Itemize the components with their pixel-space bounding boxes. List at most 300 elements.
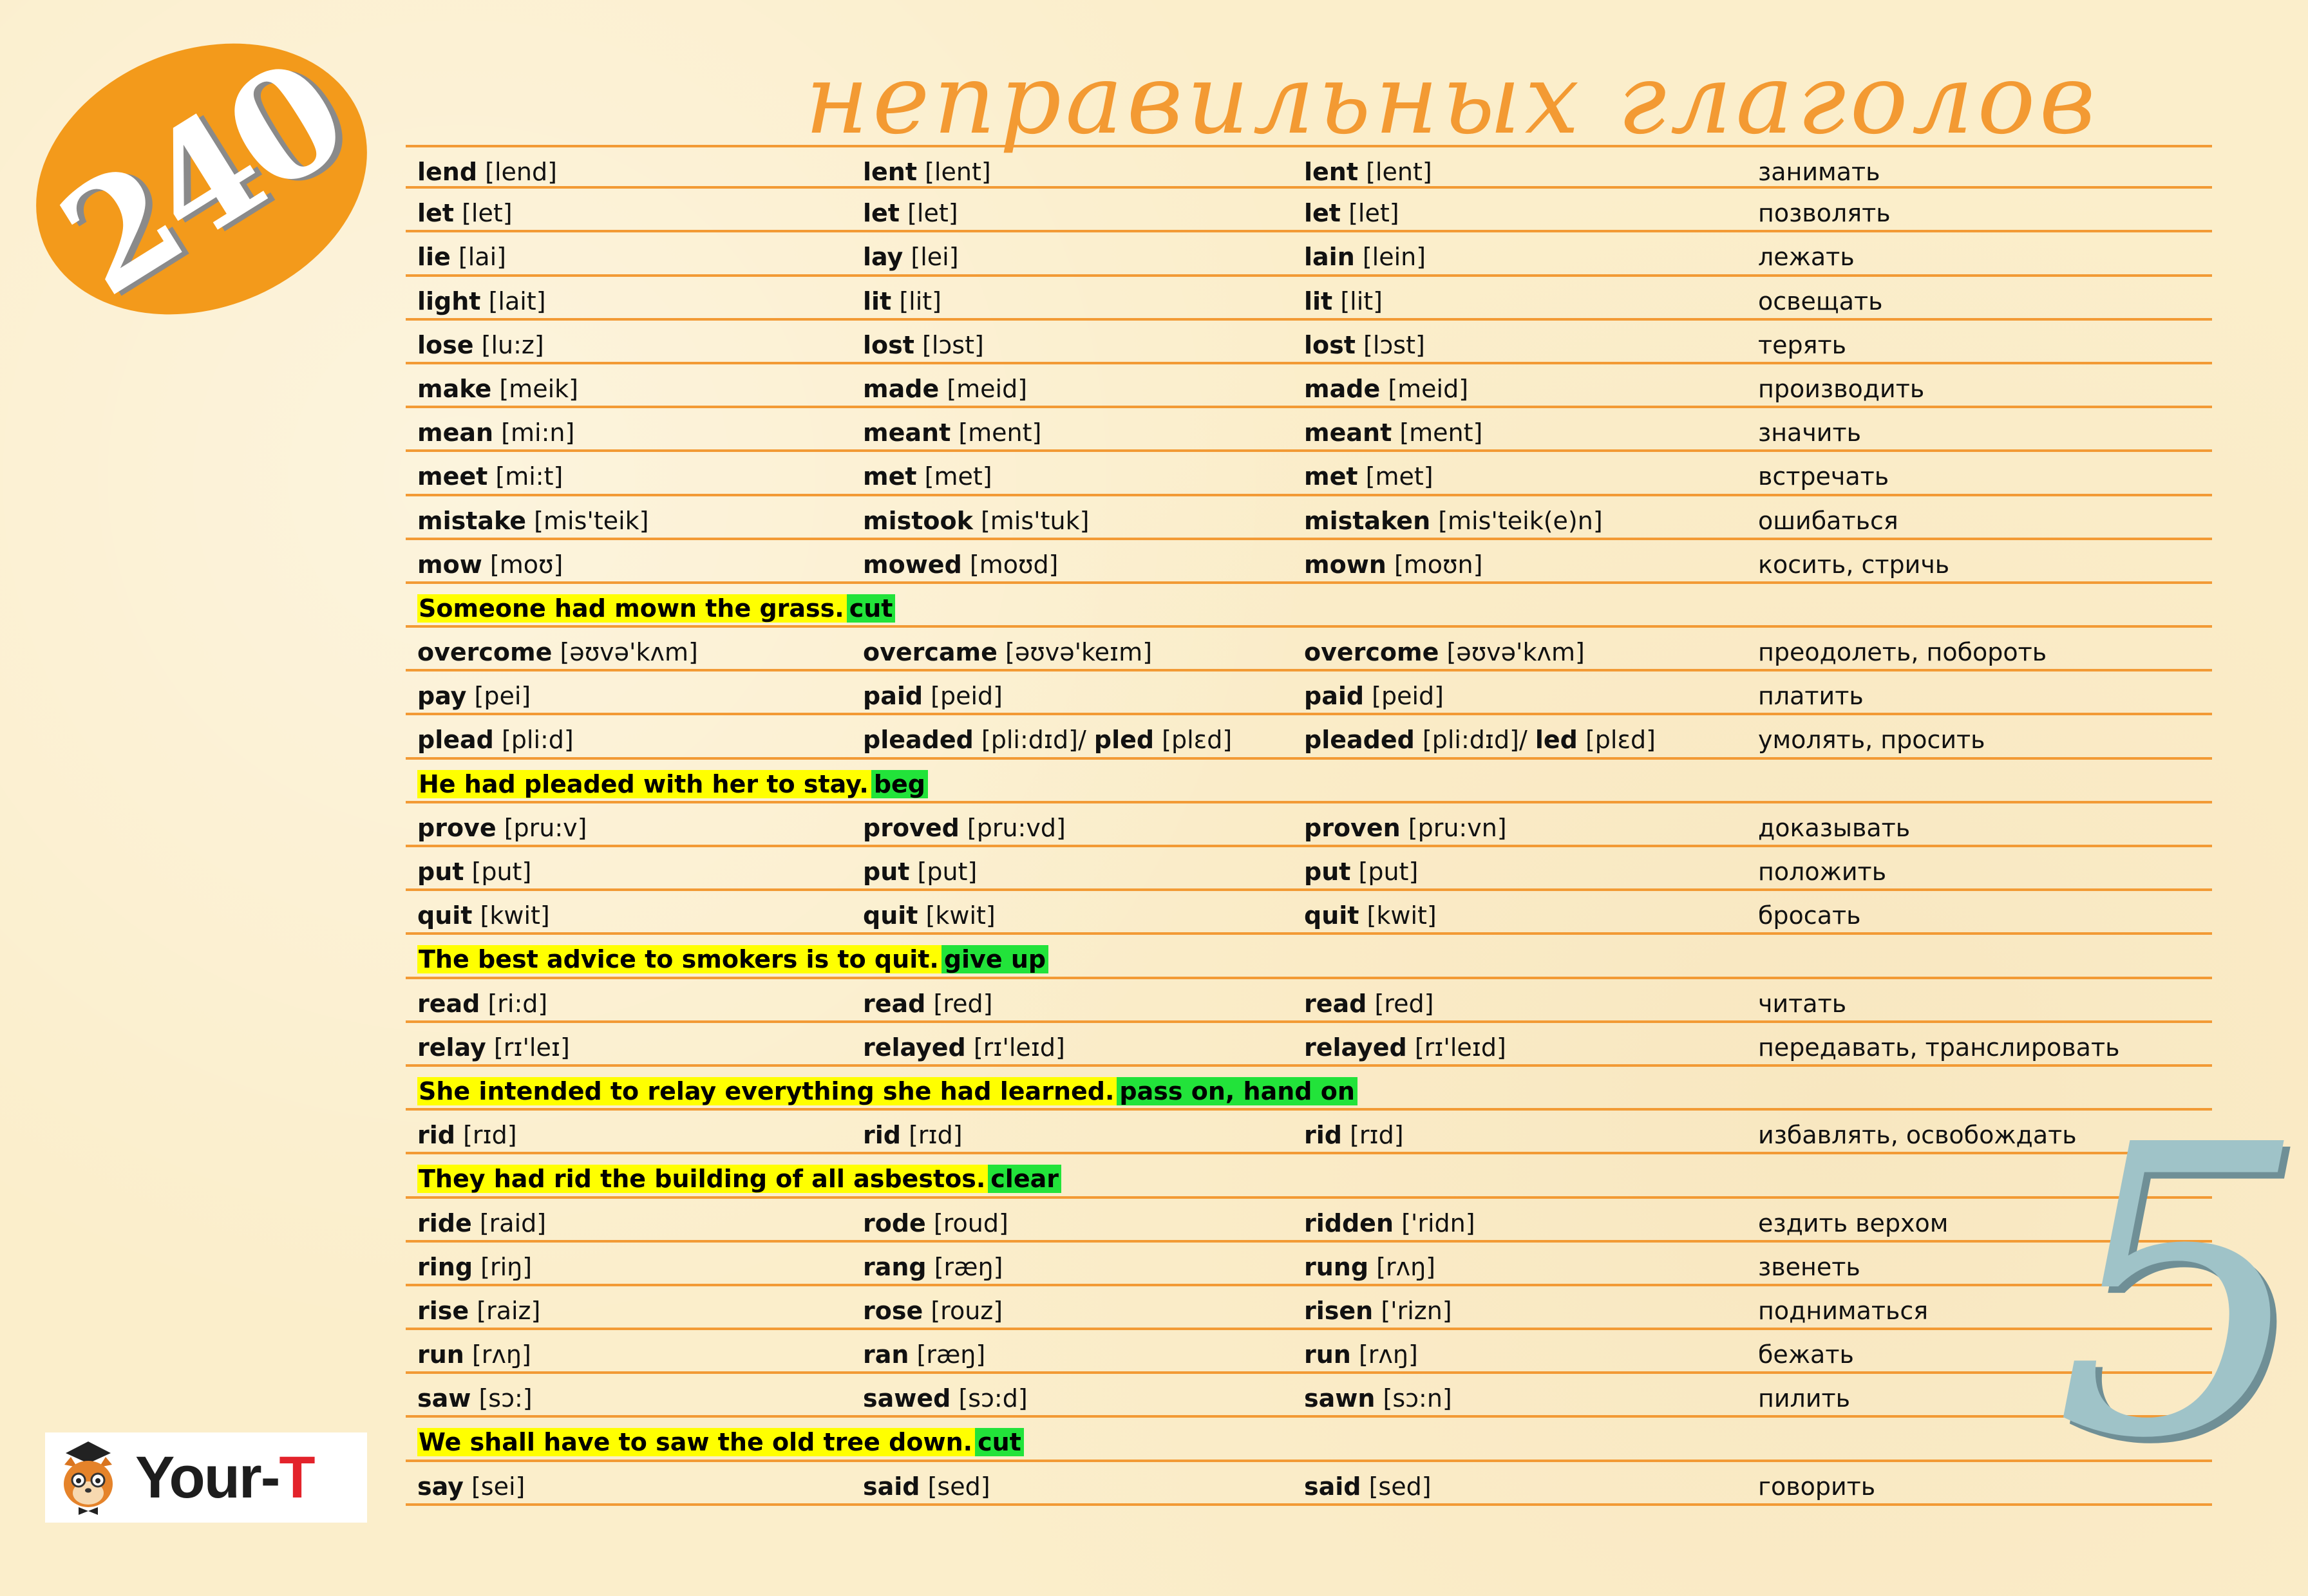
past-participle-transcription: [əʊvə'kʌm] <box>1446 638 1585 667</box>
base-form-transcription: [meik] <box>499 374 578 403</box>
translation: терять <box>1758 330 1847 359</box>
past-simple-word: said <box>863 1472 920 1501</box>
verb-row <box>406 803 2212 847</box>
base-form-transcription: [let] <box>462 199 513 228</box>
past-simple-word: put <box>863 858 910 886</box>
verb-row <box>406 1199 2212 1243</box>
example-row <box>406 760 2212 803</box>
base-form-word: light <box>417 286 481 315</box>
translation: значить <box>1758 418 1862 447</box>
base-form-word: mistake <box>417 506 527 535</box>
past-simple-word: lay <box>863 243 903 272</box>
past-simple <box>863 157 991 187</box>
past-simple-transcription: [lei] <box>911 243 959 272</box>
badge-number: 240 <box>32 28 371 330</box>
base-form <box>417 989 547 1019</box>
past-simple-word: rid <box>863 1121 901 1150</box>
page-number: 5 <box>2054 1062 2308 1526</box>
past-simple-word: read <box>863 989 926 1018</box>
example-sentence-group <box>417 942 1048 977</box>
past-participle-transcription: [let] <box>1348 199 1399 228</box>
base-form-transcription: [rɪ'leɪ] <box>493 1033 570 1062</box>
translation: читать <box>1758 989 1847 1018</box>
example-row <box>406 1067 2212 1111</box>
verb-row <box>406 715 2212 759</box>
past-simple <box>863 374 1027 404</box>
cat-mascot-icon <box>53 1439 124 1516</box>
past-participle <box>1304 1033 1506 1062</box>
base-form <box>417 857 531 887</box>
base-form-transcription: [kwit] <box>480 901 550 930</box>
verb-row <box>406 452 2212 496</box>
past-simple-word: met <box>863 462 917 491</box>
past-participle-transcription: [sɔ:n] <box>1383 1384 1452 1413</box>
base-form-transcription: [moʊ] <box>489 550 563 579</box>
past-participle-word: rid <box>1304 1121 1342 1150</box>
past-simple-word: lost <box>863 330 914 359</box>
translation: говорить <box>1758 1472 1876 1501</box>
past-participle-word: rung <box>1304 1252 1369 1281</box>
base-form-word: quit <box>417 901 473 930</box>
past-simple-word: mistook <box>863 506 973 535</box>
base-form <box>417 198 513 228</box>
past-participle-word: pleaded <box>1304 726 1415 755</box>
base-form <box>417 157 557 187</box>
base-form <box>417 813 587 843</box>
past-participle-word: let <box>1304 199 1341 228</box>
translation: производить <box>1758 374 1925 403</box>
verb-row <box>406 628 2212 671</box>
example-sentence-group <box>417 1425 1024 1460</box>
past-simple-transcription: [pru:vd] <box>967 813 1066 842</box>
past-simple <box>863 550 1058 579</box>
example-sentence-group <box>417 591 895 626</box>
base-form-word: make <box>417 374 492 403</box>
past-participle-transcription: [lit] <box>1340 286 1383 315</box>
example-row <box>406 935 2212 979</box>
past-participle-transcription: [rɪd] <box>1350 1121 1404 1150</box>
past-participle-transcription: [met] <box>1365 462 1433 491</box>
past-simple-word: proved <box>863 813 960 842</box>
past-simple-word: sawed <box>863 1384 951 1413</box>
past-participle-word: paid <box>1304 682 1365 711</box>
past-simple-transcription: [sɔ:d] <box>958 1384 1028 1413</box>
past-simple <box>863 1472 990 1501</box>
past-participle <box>1304 242 1426 272</box>
past-simple-transcription: [rouz] <box>931 1296 1003 1325</box>
base-form-word: run <box>417 1340 464 1369</box>
example-synonym: clear <box>988 1165 1061 1193</box>
past-participle-word: lent <box>1304 158 1359 186</box>
base-form <box>417 1033 570 1062</box>
base-form <box>417 1208 546 1238</box>
verb-row <box>406 1243 2212 1286</box>
past-participle <box>1304 681 1444 711</box>
base-form-word: lend <box>417 158 478 186</box>
past-simple-transcription: [meid] <box>947 374 1028 403</box>
example-row <box>406 1154 2212 1198</box>
base-form <box>417 1252 532 1282</box>
translation: бросать <box>1758 901 1861 930</box>
past-participle-word: mistaken <box>1304 506 1431 535</box>
verb-row <box>406 1462 2212 1506</box>
past-simple <box>863 637 1152 667</box>
base-form-word: lose <box>417 330 474 359</box>
past-participle <box>1304 157 1432 187</box>
base-form-word: saw <box>417 1384 471 1413</box>
translation: доказывать <box>1758 813 1911 842</box>
base-form-word: read <box>417 989 480 1018</box>
base-form-transcription: [ri:d] <box>487 989 548 1018</box>
logo <box>45 1432 367 1523</box>
past-participle <box>1304 989 1433 1019</box>
past-participle <box>1304 506 1603 536</box>
past-participle-word: read <box>1304 989 1367 1018</box>
past-participle-word: lit <box>1304 286 1333 315</box>
example-sentence: The best advice to smokers is to quit. <box>417 945 941 973</box>
verb-table <box>406 145 2212 1506</box>
base-form <box>417 374 578 404</box>
base-form-transcription: [pei] <box>474 682 531 711</box>
verb-row <box>406 1374 2212 1418</box>
past-participle <box>1304 857 1418 887</box>
base-form-word: meet <box>417 462 488 491</box>
translation: положить <box>1758 858 1887 886</box>
past-simple-transcription: [red] <box>933 989 993 1018</box>
translation: преодолеть, побороть <box>1758 638 2047 667</box>
base-form-transcription: [mis'teik] <box>534 506 649 535</box>
verb-row <box>406 1330 2212 1374</box>
past-participle-word: said <box>1304 1472 1361 1501</box>
past-simple-word: ran <box>863 1340 909 1369</box>
past-participle-transcription: [rɪ'leɪd] <box>1414 1033 1506 1062</box>
base-form-transcription: [sei] <box>471 1472 525 1501</box>
past-simple-transcription: [roud] <box>933 1208 1008 1237</box>
past-simple <box>863 242 959 272</box>
verb-row <box>406 979 2212 1023</box>
past-participle <box>1304 1472 1432 1501</box>
past-simple <box>863 1340 985 1369</box>
past-simple-transcription: [ræŋ] <box>916 1340 986 1369</box>
past-participle-word: meant <box>1304 418 1392 447</box>
past-simple-transcription: [lɔst] <box>922 330 984 359</box>
past-simple <box>863 1033 1065 1062</box>
past-simple-word: rose <box>863 1296 923 1325</box>
past-simple <box>863 1208 1008 1238</box>
translation: передавать, транслировать <box>1758 1033 2120 1062</box>
base-form-word: rise <box>417 1296 469 1325</box>
past-participle-word: put <box>1304 858 1351 886</box>
past-simple <box>863 681 1003 711</box>
past-participle <box>1304 1384 1452 1413</box>
base-form <box>417 1296 540 1326</box>
example-synonym: cut <box>975 1428 1024 1456</box>
translation: ошибаться <box>1758 506 1898 535</box>
past-participle-word: met <box>1304 462 1358 491</box>
past-simple <box>863 1296 1003 1326</box>
base-form-word: overcome <box>417 638 553 667</box>
past-simple-word: quit <box>863 901 918 930</box>
base-form <box>417 1384 533 1413</box>
base-form <box>417 725 574 755</box>
past-participle-alt-transcription: [plɛd] <box>1585 726 1656 755</box>
base-form-transcription: [lai] <box>458 243 506 272</box>
past-simple <box>863 989 992 1019</box>
base-form <box>417 418 574 447</box>
base-form-word: pay <box>417 682 467 711</box>
base-form-transcription: [lu:z] <box>481 330 544 359</box>
past-participle <box>1304 198 1399 228</box>
past-participle-transcription: [ment] <box>1399 418 1483 447</box>
verb-row <box>406 496 2212 540</box>
base-form-transcription: [riŋ] <box>480 1252 533 1281</box>
base-form-transcription: [pru:v] <box>504 813 587 842</box>
translation: звенеть <box>1758 1252 1860 1281</box>
past-participle <box>1304 813 1507 843</box>
past-participle-transcription: [red] <box>1374 989 1434 1018</box>
past-simple <box>863 1384 1028 1413</box>
past-participle <box>1304 901 1437 930</box>
past-simple-word: pleaded <box>863 726 974 755</box>
past-participle-transcription: [mis'teik(e)n] <box>1438 506 1603 535</box>
past-simple <box>863 1252 1003 1282</box>
base-form-transcription: [put] <box>471 858 532 886</box>
past-participle <box>1304 330 1425 360</box>
base-form-word: prove <box>417 813 497 842</box>
past-participle-transcription: [pli:dɪd]/ <box>1422 726 1528 755</box>
base-form-transcription: [rɪd] <box>463 1121 517 1150</box>
base-form-transcription: [lait] <box>488 286 546 315</box>
base-form <box>417 681 531 711</box>
example-synonym: cut <box>847 594 896 623</box>
base-form-transcription: [əʊvə'kʌm] <box>560 638 698 667</box>
past-simple-transcription: [lent] <box>925 158 991 186</box>
past-simple-transcription: [əʊvə'keɪm] <box>1005 638 1153 667</box>
example-sentence: They had rid the building of all asbestos. <box>417 1165 988 1193</box>
past-participle <box>1304 462 1433 491</box>
base-form <box>417 1340 531 1369</box>
example-sentence: He had pleaded with her to stay. <box>417 770 871 798</box>
verb-row <box>406 847 2212 891</box>
base-form-transcription: [lend] <box>485 158 557 186</box>
example-sentence-group <box>417 1074 1357 1109</box>
past-participle-transcription: [peid] <box>1372 682 1444 711</box>
base-form-transcription: [mi:n] <box>501 418 575 447</box>
past-participle <box>1304 286 1383 316</box>
past-participle-word: sawn <box>1304 1384 1376 1413</box>
past-participle-transcription: [lein] <box>1362 243 1426 272</box>
example-synonym: give up <box>941 945 1048 973</box>
past-simple <box>863 506 1089 536</box>
past-participle-transcription: [meid] <box>1388 374 1469 403</box>
verb-row <box>406 277 2212 321</box>
logo-text-main: Your- <box>135 1444 279 1510</box>
past-participle <box>1304 637 1585 667</box>
past-participle-word: ridden <box>1304 1208 1394 1237</box>
past-participle-transcription: [put] <box>1358 858 1419 886</box>
base-form <box>417 242 506 272</box>
translation: избавлять, освобождать <box>1758 1121 2077 1150</box>
past-participle-transcription: ['rizn] <box>1381 1296 1452 1325</box>
past-simple-transcription: [put] <box>917 858 978 886</box>
past-simple <box>863 418 1041 447</box>
example-sentence: She intended to relay everything she had learned. <box>417 1077 1117 1105</box>
past-simple-transcription: [met] <box>924 462 992 491</box>
past-participle-transcription: [rʌŋ] <box>1376 1252 1435 1281</box>
past-participle-word: run <box>1304 1340 1351 1369</box>
past-simple-transcription: [rɪ'leɪd] <box>973 1033 1065 1062</box>
past-simple <box>863 1120 963 1150</box>
past-simple-transcription: [mis'tuk] <box>980 506 1090 535</box>
past-participle <box>1304 1208 1475 1238</box>
past-simple-transcription: [kwit] <box>925 901 996 930</box>
past-simple-alt-transcription: [plɛd] <box>1162 726 1233 755</box>
base-form-transcription: [rʌŋ] <box>471 1340 531 1369</box>
past-simple-transcription: [moʊd] <box>969 550 1059 579</box>
verb-row <box>406 891 2212 935</box>
past-participle <box>1304 550 1482 579</box>
past-participle-word: lost <box>1304 330 1356 359</box>
translation: платить <box>1758 682 1864 711</box>
past-simple-word: paid <box>863 682 923 711</box>
verb-row <box>406 189 2212 232</box>
past-participle <box>1304 1120 1404 1150</box>
base-form <box>417 286 546 316</box>
base-form-transcription: [pli:d] <box>501 726 574 755</box>
verb-row <box>406 145 2212 189</box>
past-participle-word: made <box>1304 374 1381 403</box>
base-form-word: say <box>417 1472 464 1501</box>
verb-row <box>406 321 2212 364</box>
translation: умолять, просить <box>1758 726 1985 755</box>
past-simple-word: relayed <box>863 1033 966 1062</box>
logo-text-accent: T <box>279 1444 314 1510</box>
past-participle <box>1304 374 1468 404</box>
past-simple-word: lent <box>863 158 918 186</box>
translation: позволять <box>1758 199 1891 228</box>
past-participle-word: quit <box>1304 901 1359 930</box>
verb-row <box>406 364 2212 408</box>
past-simple <box>863 286 941 316</box>
page-title: неправильных глаголов <box>805 44 2099 156</box>
base-form-transcription: [raid] <box>479 1208 547 1237</box>
example-sentence-group <box>417 767 928 802</box>
base-form-word: let <box>417 199 454 228</box>
translation: освещать <box>1758 286 1883 315</box>
past-simple <box>863 330 984 360</box>
past-simple <box>863 725 1232 755</box>
base-form <box>417 330 544 360</box>
translation: косить, стричь <box>1758 550 1950 579</box>
past-simple-transcription: [ment] <box>958 418 1042 447</box>
base-form-transcription: [raiz] <box>477 1296 541 1325</box>
base-form <box>417 506 648 536</box>
past-simple-word: overcame <box>863 638 998 667</box>
past-participle-transcription: [rʌŋ] <box>1358 1340 1418 1369</box>
base-form-transcription: [sɔ:] <box>478 1384 533 1413</box>
past-simple-word: made <box>863 374 940 403</box>
past-simple-word: mowed <box>863 550 962 579</box>
past-participle-word: lain <box>1304 243 1355 272</box>
translation: ездить верхом <box>1758 1208 1949 1237</box>
past-simple-transcription: [rɪd] <box>909 1121 963 1150</box>
verb-row <box>406 408 2212 452</box>
past-simple <box>863 813 1066 843</box>
base-form <box>417 1120 517 1150</box>
past-simple <box>863 198 958 228</box>
verb-row <box>406 232 2212 276</box>
past-simple-transcription: [pli:dɪd]/ <box>981 726 1086 755</box>
past-participle <box>1304 1296 1452 1326</box>
past-participle-transcription: [lent] <box>1366 158 1432 186</box>
base-form-word: mow <box>417 550 482 579</box>
translation: встречать <box>1758 462 1889 491</box>
past-simple-transcription: [ræŋ] <box>934 1252 1003 1281</box>
past-participle <box>1304 725 1656 755</box>
past-participle-word: relayed <box>1304 1033 1407 1062</box>
verb-row <box>406 1111 2212 1154</box>
base-form <box>417 1472 525 1501</box>
past-simple-transcription: [lit] <box>899 286 941 315</box>
example-synonym: beg <box>871 770 928 798</box>
past-simple <box>863 857 977 887</box>
translation: бежать <box>1758 1340 1854 1369</box>
past-participle-word: risen <box>1304 1296 1374 1325</box>
past-participle-word: overcome <box>1304 638 1439 667</box>
past-simple-word: rode <box>863 1208 926 1237</box>
example-sentence: We shall have to saw the old tree down. <box>417 1428 975 1456</box>
past-simple-word: meant <box>863 418 951 447</box>
verb-row <box>406 1023 2212 1067</box>
translation: пилить <box>1758 1384 1851 1413</box>
base-form-word: put <box>417 858 464 886</box>
base-form <box>417 550 563 579</box>
translation: подниматься <box>1758 1296 1929 1325</box>
base-form <box>417 462 563 491</box>
example-synonym: pass on, hand on <box>1117 1077 1357 1105</box>
past-simple-word: let <box>863 199 900 228</box>
base-form-word: mean <box>417 418 494 447</box>
past-simple-transcription: [peid] <box>931 682 1003 711</box>
past-simple <box>863 901 996 930</box>
base-form-word: lie <box>417 243 451 272</box>
past-participle-transcription: ['ridn] <box>1401 1208 1475 1237</box>
past-participle-transcription: [kwit] <box>1367 901 1437 930</box>
verb-row <box>406 1286 2212 1330</box>
example-row <box>406 1418 2212 1461</box>
example-row <box>406 584 2212 628</box>
past-participle-transcription: [pru:vn] <box>1408 813 1507 842</box>
verb-row <box>406 671 2212 715</box>
past-participle <box>1304 1340 1418 1369</box>
past-participle-transcription: [lɔst] <box>1363 330 1425 359</box>
logo-text <box>135 1444 314 1512</box>
past-participle-transcription: [moʊn] <box>1394 550 1483 579</box>
base-form <box>417 901 550 930</box>
base-form-word: relay <box>417 1033 486 1062</box>
past-simple-word: rang <box>863 1252 927 1281</box>
past-participle <box>1304 418 1482 447</box>
base-form-word: rid <box>417 1121 455 1150</box>
base-form-word: ride <box>417 1208 472 1237</box>
past-simple-word: lit <box>863 286 892 315</box>
base-form-word: plead <box>417 726 494 755</box>
base-form <box>417 637 698 667</box>
example-sentence: Someone had mown the grass. <box>417 594 847 623</box>
past-participle-word: proven <box>1304 813 1401 842</box>
past-simple-transcription: [sed] <box>927 1472 990 1501</box>
past-participle-word: mown <box>1304 550 1386 579</box>
